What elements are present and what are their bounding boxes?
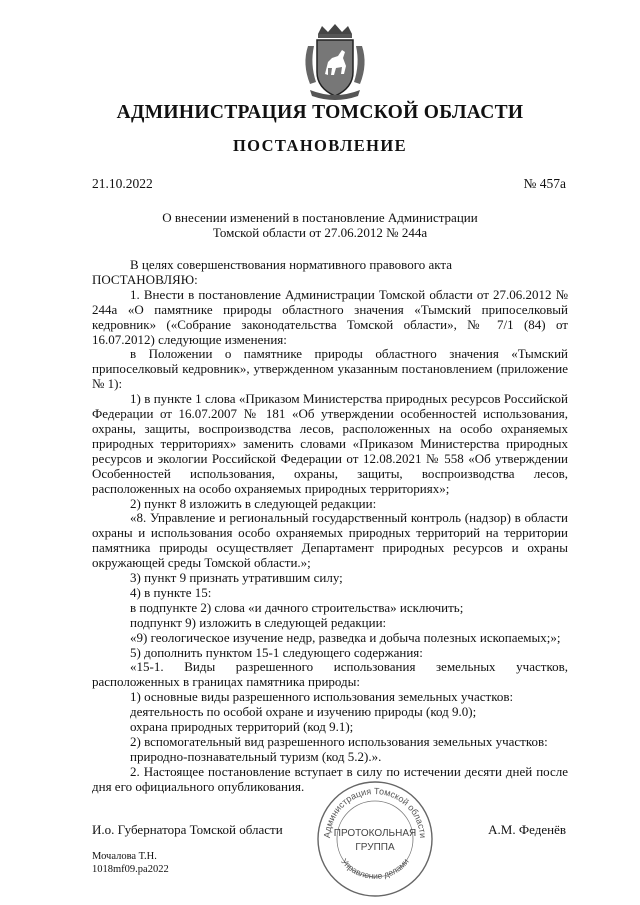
subject-line: Томской области от 27.06.2012 № 244а	[212, 225, 428, 240]
stamp-bottom-text: Управление делами	[339, 856, 411, 881]
body-paragraph: подпункт 9) изложить в следующей редакции:	[130, 614, 387, 630]
body-paragraph: 1. Внести в постановление Администрации Томской области от 27.06.2012 № 244а «О памятнике природы областного значения «Тымский припоселковый кедровник» («Собрание законодательства Томской области», № 7/1 (84) от 16.07.2012) следующие изменения:	[92, 286, 568, 347]
executor-name: Мочалова Т.Н.	[92, 851, 157, 862]
body-paragraph: 1) основные виды разрешенного использования земельных участков:	[130, 689, 514, 705]
body-paragraph: «8. Управление и региональный государственный контроль (надзор) в области охраны и использования особо охраняемых природных территорий на территории памятника природы осуществляет Департамент природных ресурсов и охраны окружающей среды Томской области.»;	[92, 510, 568, 571]
document-body	[92, 258, 568, 795]
body-paragraph: 1) в пункте 1 слова «Приказом Министерства природных ресурсов Российской Федерации от 16.07.2007 № 181 «Об утверждении особенностей использования, охраны, защиты, воспроизводства лесов, расположенных на особо охраняемых природных территориях» заменить словами «Приказом Министерства природных ресурсов и экологии Российской Федерации от 12.08.2021 № 558 «Об утверждении Особенностей использования, охраны, защиты, воспроизводства лесов, расположенных на особо охраняемых природных территориях»;	[92, 391, 568, 496]
stamp-ring-text: Администрация Томской области	[321, 785, 429, 839]
document-date: 21.10.2022	[92, 176, 153, 191]
body-paragraph: «15-1. Виды разрешенного использования земельных участков, расположенных в границах памятника природы:	[92, 659, 568, 690]
stamp-center-line: ГРУППА	[355, 842, 395, 853]
body-paragraph: В целях совершенствования нормативного правового акта	[130, 257, 453, 272]
body-paragraph-decree: ПОСТАНОВЛЯЮ:	[92, 271, 198, 287]
signatory-title: И.о. Губернатора Томской области	[92, 822, 283, 837]
body-paragraph: 2) пункт 8 изложить в следующей редакции:	[130, 495, 377, 511]
executor-block	[92, 850, 169, 876]
signatory-name: А.М. Феденёв	[488, 822, 566, 837]
subject-line: О внесении изменений в постановление Администрации	[162, 210, 478, 225]
body-paragraph: 2) вспомогательный вид разрешенного использования земельных участков:	[130, 734, 548, 749]
protocol-group-stamp	[316, 780, 434, 898]
executor-code: 1018mf09.pa2022	[92, 864, 169, 875]
document-subject	[0, 210, 640, 240]
body-paragraph: 5) дополнить пунктом 15-1 следующего содержания:	[130, 644, 423, 660]
body-paragraph: в Положении о памятнике природы областного значения «Тымский припоселковый кедровник», утвержденном указанным постановлением (приложение № 1):	[92, 346, 568, 392]
body-paragraph: природно-познавательный туризм (код 5.2).».	[130, 748, 382, 764]
body-paragraph: 3) пункт 9 признать утратившим силу;	[130, 570, 343, 586]
coat-of-arms-icon	[300, 24, 370, 100]
body-paragraph: 2. Настоящее постановление вступает в силу по истечении десяти дней после дня его официального опубликования.	[92, 763, 568, 794]
body-paragraph: 4) в пункте 15:	[130, 584, 212, 600]
stamp-center-line: ПРОТОКОЛЬНАЯ	[333, 828, 417, 839]
body-paragraph: «9) геологическое изучение недр, разведка и добыча полезных ископаемых;»;	[130, 629, 561, 645]
organization-title: АДМИНИСТРАЦИЯ ТОМСКОЙ ОБЛАСТИ	[116, 102, 524, 123]
body-paragraph: деятельность по особой охране и изучению природы (код 9.0);	[130, 704, 477, 720]
body-paragraph: в подпункте 2) слова «и дачного строительства» исключить;	[130, 599, 464, 615]
document-type-title: ПОСТАНОВЛЕНИЕ	[232, 136, 408, 155]
document-number: № 457а	[523, 176, 566, 191]
body-paragraph: охрана природных территорий (код 9.1);	[130, 719, 354, 735]
